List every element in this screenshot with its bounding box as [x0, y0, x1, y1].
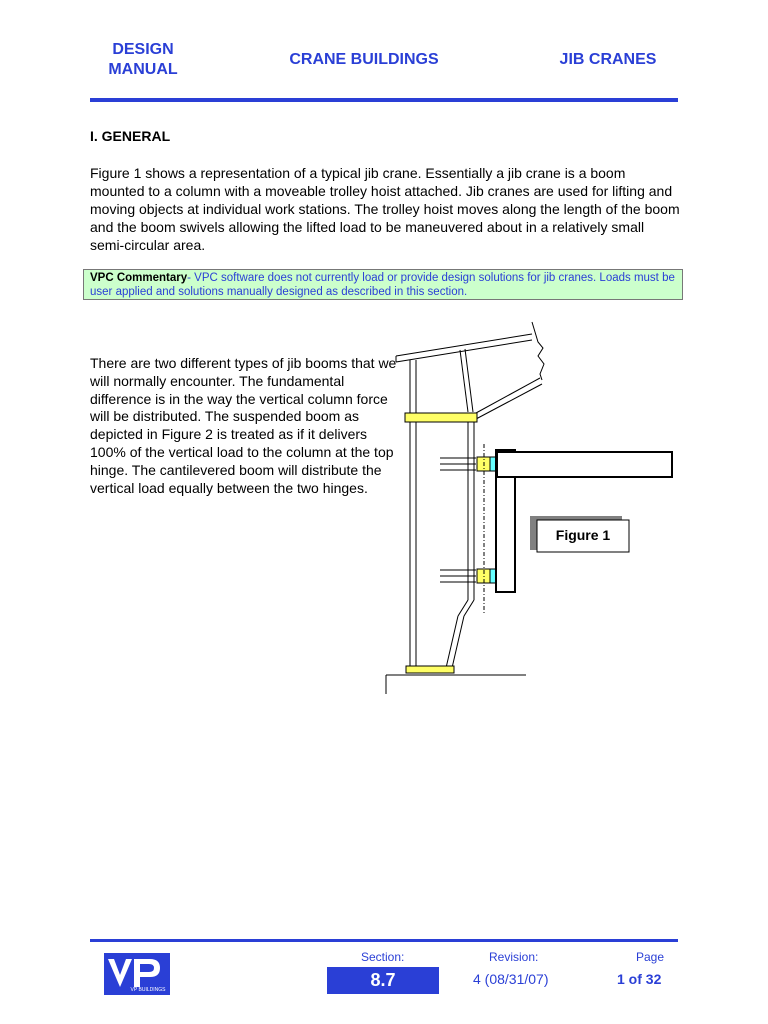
- revision-value: 4 (08/31/07): [473, 971, 549, 987]
- boom-types-paragraph: There are two different types of jib booms that we will normally encounter. The fundamental difference is in the way the vertical column force will be distributed. The suspended boom as depicted in Figure 2 is treated as if it delivers 100% of the vertical load to the column at the top hinge. The cantilevered boom will distribute the vertical load equally between the two hinges.: [90, 355, 397, 496]
- column-web: [410, 360, 416, 666]
- header-section-title: CRANE BUILDINGS: [289, 51, 439, 68]
- revision-label: Revision:: [489, 950, 539, 964]
- bottom-hinge-bracket: [440, 570, 476, 582]
- section-number: 8.7: [327, 967, 439, 994]
- roof-rafter: [396, 334, 532, 362]
- commentary-label: VPC Commentary: [90, 272, 188, 284]
- intro-paragraph: Figure 1 shows a representation of a typical jib crane. Essentially a jib crane is a boom mounted to a column with a moveable trolley hoist attached. Jib cranes are used for lifting and moving objects at individual work stations. The trolley hoist moves along the length of the boom and the boom swivels allowing the lifted load to be maneuvered about in a relatively small semi-circular area.: [90, 165, 680, 253]
- jib-boom: [497, 452, 672, 477]
- commentary-box: [83, 269, 683, 300]
- footer-divider: [90, 939, 678, 942]
- section-label: Section:: [361, 950, 405, 964]
- svg-text:VP BUILDINGS: VP BUILDINGS: [130, 987, 166, 993]
- lower-column-flange: [446, 422, 474, 668]
- page-label: Page: [636, 950, 665, 964]
- header-manual-title: [95, 40, 191, 80]
- header-manual-line1: DESIGN: [112, 41, 174, 58]
- figure-label: Figure 1: [555, 527, 611, 543]
- header-divider: [90, 98, 678, 102]
- page-number: 1 of 32: [617, 971, 662, 987]
- ground-line: [386, 675, 526, 694]
- vp-buildings-logo: [104, 953, 170, 995]
- knee-haunch: [460, 349, 542, 419]
- break-line: [532, 322, 544, 380]
- knee-plate: [405, 413, 477, 422]
- base-plate: [406, 666, 454, 673]
- header-topic-title: JIB CRANES: [559, 51, 657, 68]
- commentary-text: - VPC software does not currently load or provide design solutions for jib cranes. Loads must be user applied and solutions manually designed as described in this section.: [90, 272, 675, 298]
- header-manual-line2: MANUAL: [108, 61, 178, 78]
- jib-crane-diagram: [380, 316, 700, 700]
- top-hinge-bracket: [440, 458, 476, 470]
- section-heading: I. GENERAL: [90, 128, 171, 144]
